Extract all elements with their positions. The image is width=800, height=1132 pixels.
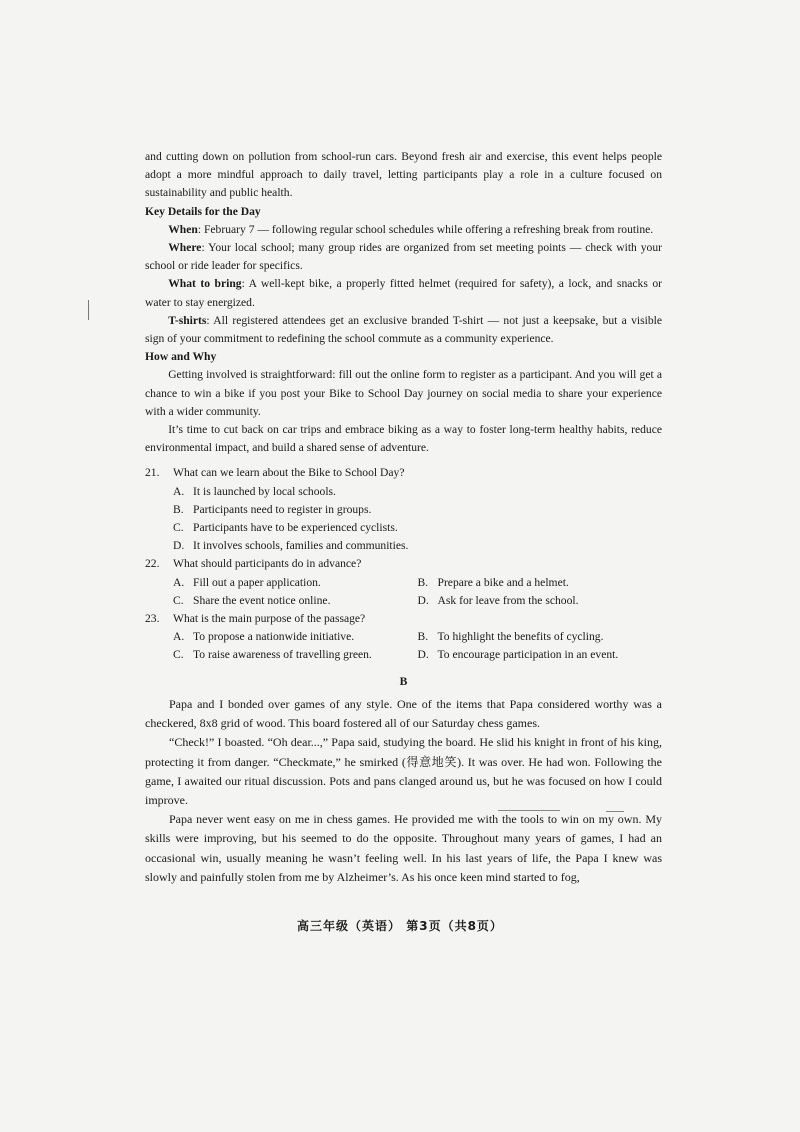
when-text: : February 7 — following regular school schedules while offering a refreshing break from routine. [197,222,654,236]
bring-label: What to bring [168,277,242,291]
option-text: Participants need to register in groups. [193,502,372,516]
option-row [145,646,662,664]
option-text: To highlight the benefits of cycling. [437,630,604,644]
question-21 [145,464,662,482]
passage-b-paragraph-1: Papa and I bonded over games of any style. One of the items that Papa considered worthy was a checkered, 8x8 grid of wood. This board fostered all of our Saturday chess games. [145,696,662,731]
intro-paragraph: and cutting down on pollution from school-run cars. Beyond fresh air and exercise, this event helps people adopt a more mindful approach to daily travel, letting participants play a role in a culture focused on sustainability and public health. [145,150,662,200]
question-22 [145,555,662,573]
option-text: Prepare a bike and a helmet. [437,575,569,589]
tshirts-paragraph [145,312,662,348]
question-number: 22. [145,557,160,571]
question-23 [145,610,662,628]
option-row [145,592,662,610]
option-letter: C. [173,521,184,535]
bring-text: : A well-kept bike, a properly fitted helmet (required for safety), a lock, and snacks or water to stay energized. [145,277,662,309]
question-stem: What should participants do in advance? [173,557,362,571]
option-text: It involves schools, families and communities. [193,539,409,553]
details-heading: Key Details for the Day [145,204,261,218]
option-letter: C. [173,593,184,607]
question-stem: What is the main purpose of the passage? [173,612,366,626]
margin-mark [88,300,89,320]
option-21-d [173,537,408,555]
page-footer: 高三年级（英语） 第3页（共8页） [297,919,503,933]
option-letter: C. [173,648,184,662]
when-label: When [168,222,198,236]
passage-b-paragraph-3: Papa never went easy on me in chess games. He provided me with the tools to win on my own. My skills were improving, but his seemed to do the opposite. Throughout many years of games, I had an occasional win, usually meaning he wasn’t feeling well. In his last years of life, the Papa I knew was slowly and painfully stolen from me by Alzheimer’s. As his once keen mind started to fog, [145,812,662,884]
option-row [145,519,662,537]
how-paragraph-1: Getting involved is straightforward: fill out the online form to register as a participant. And you will get a chance to win a bike if you post your Bike to School Day journey on social media to share your experience with a wider community. [145,368,662,418]
question-stem: What can we learn about the Bike to School Day? [173,466,405,480]
option-letter: A. [173,630,185,644]
where-text: : Your local school; many group rides are organized from set meeting points — check with your school or ride leader for specifics. [145,241,662,273]
passage-a [145,148,662,457]
option-23-c [173,646,418,664]
when-paragraph [145,221,662,239]
where-paragraph [145,239,662,275]
option-letter: B. [417,630,429,644]
option-23-d [418,646,663,664]
how-heading: How and Why [145,350,217,364]
tshirts-label: T-shirts [168,313,207,327]
tshirts-text: : All registered attendees get an exclusive branded T-shirt — not just a keepsake, but a visible sign of your commitment to redefining the school commute as a community experience. [145,313,662,346]
option-text: Participants have to be experienced cyclists. [193,521,398,535]
option-22-a [173,574,418,592]
option-letter: A. [173,484,185,498]
option-text: To propose a nationwide initiative. [193,630,355,644]
option-21-a [173,483,336,501]
option-text: To raise awareness of travelling green. [193,648,372,662]
question-number: 23. [145,612,160,626]
question-number: 21. [145,466,160,480]
option-row [145,483,662,501]
where-label: Where [168,241,202,255]
option-letter: D. [173,539,185,553]
option-22-c [173,592,418,610]
option-22-d [418,592,663,610]
bring-paragraph [145,275,662,311]
option-23-a [173,628,418,646]
option-letter: D. [417,593,429,607]
option-text: Share the event notice online. [193,593,331,607]
option-text: To encourage participation in an event. [437,648,619,662]
option-row [145,501,662,519]
option-text: Ask for leave from the school. [437,593,579,607]
pen-scribble [498,810,560,811]
pen-scribble [606,811,624,812]
option-letter: D. [417,648,429,662]
option-21-c [173,519,398,537]
option-letter: B. [417,575,429,589]
option-row [145,537,662,555]
option-row [145,628,662,646]
option-row [145,574,662,592]
option-letter: B. [173,502,184,516]
how-paragraph-2: It’s time to cut back on car trips and embrace biking as a way to foster long-term healthy habits, reduce environmental impact, and build a shared sense of adventure. [145,423,662,455]
section-b-heading: B [399,674,408,688]
option-23-b [418,628,663,646]
passage-b [145,695,662,887]
option-text: Fill out a paper application. [193,575,321,589]
option-21-b [173,501,371,519]
option-text: It is launched by local schools. [193,484,336,498]
option-22-b [418,574,663,592]
option-letter: A. [173,575,185,589]
passage-b-paragraph-2: “Check!” I boasted. “Oh dear...,” Papa said, studying the board. He slid his knight in front of his king, protecting it from danger. “Checkmate,” he smirked (得意地笑). It was over. He had won. Following the game, I awaited our ritual discussion. Pots and pans clanged around us, but he was focused on how I could improve. [145,735,662,807]
question-list [145,464,662,664]
